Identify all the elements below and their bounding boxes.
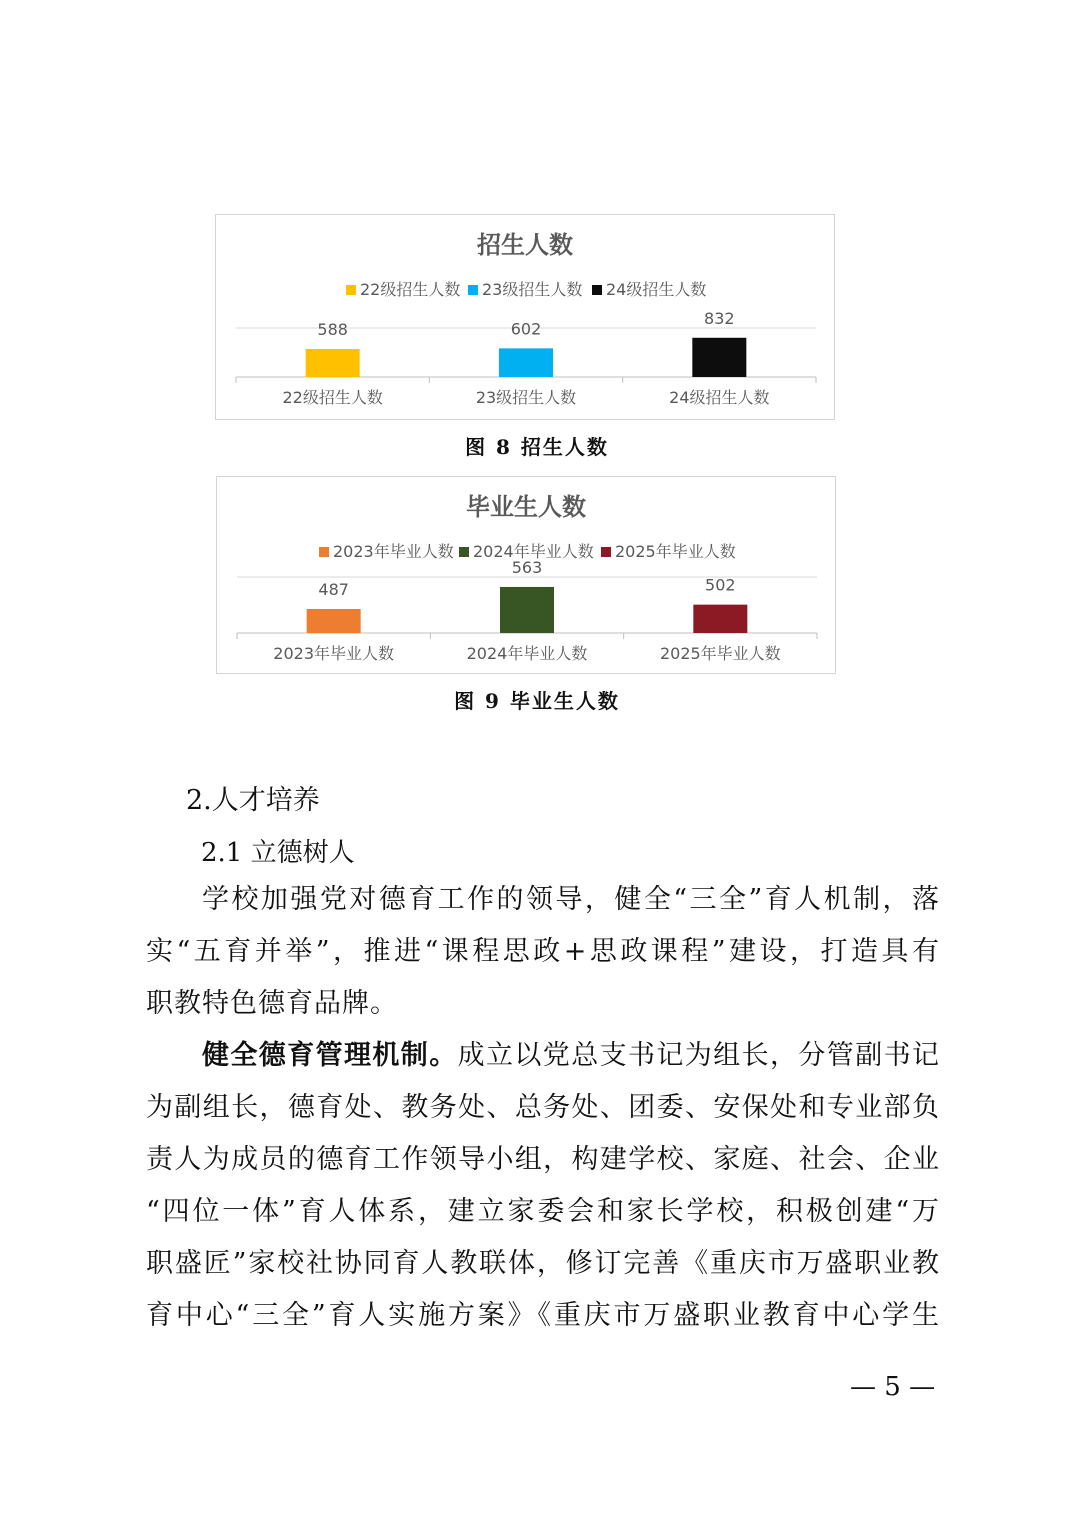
paragraph-1-line-2: 实“五育并举”，推进“课程思政+思政课程”建设，打造具有 [146, 936, 940, 967]
paragraph-2-line-1-rest: 成立以党总支书记为组长，分管副书记 [457, 1040, 941, 1071]
enrollment-legend-label-1: 23级招生人数 [482, 280, 583, 299]
enrollment-category-label-2: 24级招生人数 [669, 388, 770, 407]
paragraph-1-line-3: 职教特色德育品牌。 [146, 988, 398, 1019]
figure-9-caption: 图 9 毕业生人数 [454, 689, 620, 713]
paragraph-2-line-6: 育中心“三全”育人实施方案》《重庆市万盛职业教育中心学生 [146, 1300, 940, 1331]
paragraph-2-lead: 健全德育管理机制。 [202, 1040, 458, 1071]
enrollment-data-label-0: 588 [317, 320, 348, 339]
graduates-legend-swatch-2 [601, 547, 611, 557]
enrollment-bar-1 [499, 348, 553, 377]
graduates-category-label-2: 2025年毕业人数 [659, 644, 781, 663]
graduates-data-label-2: 502 [705, 575, 736, 595]
graduates-bar-1 [500, 587, 554, 633]
paragraph-1-line-1: 学校加强党对德育工作的领导，健全“三全”育人机制，落 [202, 884, 940, 915]
enrollment-chart-svg [216, 215, 834, 419]
enrollment-legend-label-2: 24级招生人数 [606, 280, 707, 299]
enrollment-chart-title: 招生人数 [477, 231, 573, 259]
paragraph-2-line-3: 责人为成员的德育工作领导小组，构建学校、家庭、社会、企业 [146, 1144, 940, 1175]
enrollment-legend-label-0: 22级招生人数 [360, 280, 461, 299]
graduates-chart-svg [217, 477, 835, 673]
graduates-chart-title: 毕业生人数 [466, 493, 586, 521]
graduates-bar-2 [693, 605, 747, 633]
enrollment-legend-swatch-1 [468, 285, 478, 295]
graduates-legend-swatch-0 [319, 547, 329, 557]
enrollment-category-label-0: 22级招生人数 [282, 388, 383, 407]
subsection-heading: 2.1 立德树人 [201, 838, 355, 868]
paragraph-2-line-1 [202, 1030, 940, 1082]
graduates-bar-0 [307, 609, 361, 633]
paragraph-2-line-2: 为副组长，德育处、教务处、总务处、团委、安保处和专业部负 [146, 1092, 940, 1123]
paragraph-2-line-5: 职盛匠”家校社协同育人教联体，修订完善《重庆市万盛职业教 [146, 1248, 940, 1279]
graduates-legend-label-1: 2024年毕业人数 [473, 542, 594, 561]
section-heading: 2.人才培养 [186, 785, 320, 816]
enrollment-data-label-1: 602 [510, 319, 542, 339]
enrollment-chart [215, 214, 835, 420]
graduates-legend-label-0: 2023年毕业人数 [333, 542, 454, 561]
graduates-data-label-1: 563 [511, 557, 543, 577]
enrollment-legend-swatch-0 [346, 285, 356, 295]
page-number: — 5 — [850, 1372, 936, 1402]
enrollment-data-label-2: 832 [704, 308, 735, 328]
graduates-chart [216, 476, 836, 674]
paragraph-2-line-4: “四位一体”育人体系，建立家委会和家长学校，积极创建“万 [146, 1196, 940, 1227]
enrollment-bar-2 [692, 338, 746, 377]
figure-8-caption: 图 8 招生人数 [465, 435, 609, 459]
graduates-data-label-0: 487 [318, 580, 349, 599]
graduates-legend-swatch-1 [459, 547, 469, 557]
enrollment-bar-0 [306, 349, 360, 377]
graduates-category-label-0: 2023年毕业人数 [273, 644, 395, 663]
enrollment-legend-swatch-2 [592, 285, 602, 295]
graduates-legend-label-2: 2025年毕业人数 [615, 542, 736, 561]
graduates-category-label-1: 2024年毕业人数 [466, 644, 588, 663]
enrollment-category-label-1: 23级招生人数 [475, 388, 577, 407]
